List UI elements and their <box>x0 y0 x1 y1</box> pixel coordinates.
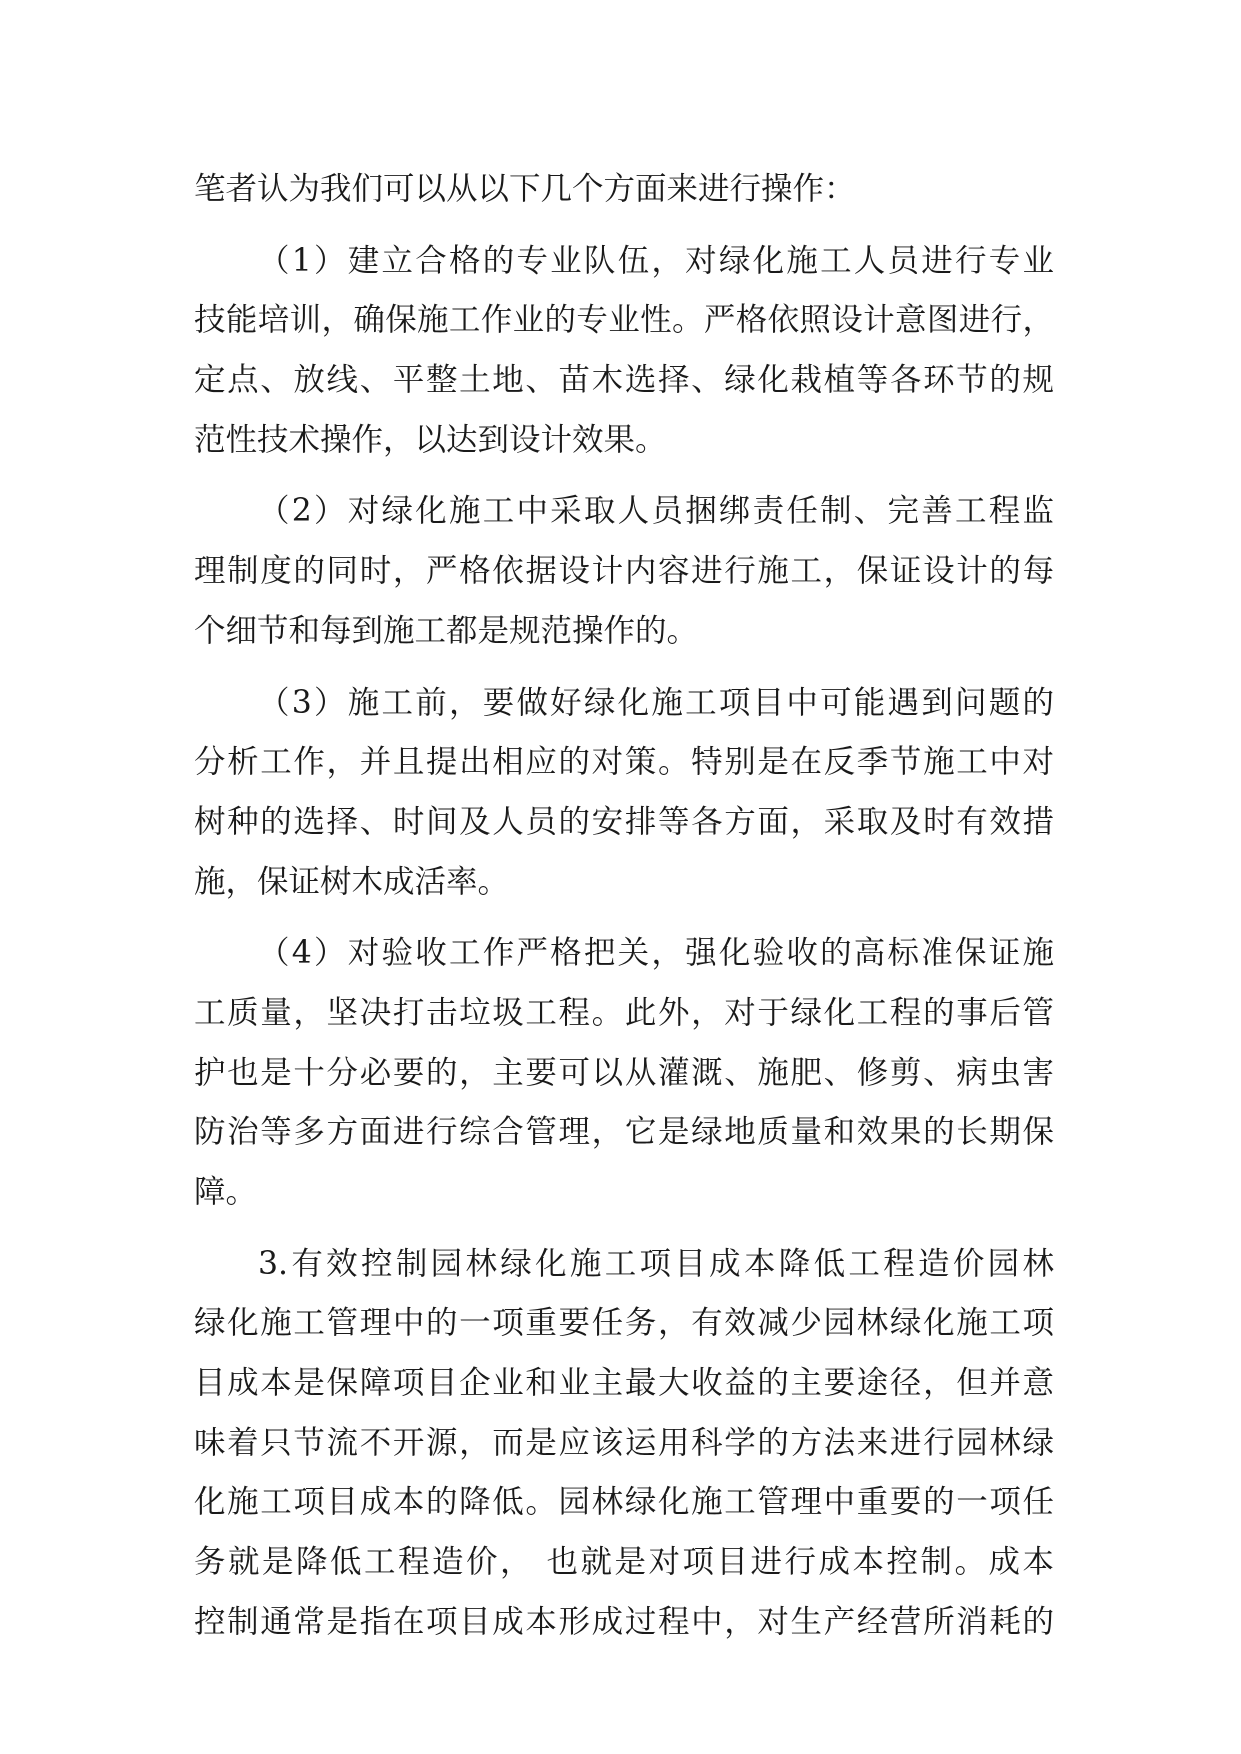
text-line: 个细节和每到施工都是规范操作的。 <box>194 612 699 649</box>
text-line: 笔者认为我们可以从以下几个方面来进行操作： <box>194 171 856 207</box>
paragraph <box>194 1235 1054 1653</box>
paragraph-gap <box>194 220 1054 232</box>
text-line: 3.有效控制园林绿化施工项目成本降低工程造价园林 <box>258 1245 1054 1282</box>
text-line: 化施工项目成本的降低。园林绿化施工管理中重要的一项任 <box>194 1484 1054 1521</box>
paragraph <box>194 160 1054 220</box>
paragraph <box>194 482 1054 661</box>
text-line: （2）对绿化施工中采取人员捆绑责任制、完善工程监 <box>258 493 1054 530</box>
text-line: 工质量，坚决打击垃圾工程。此外，对于绿化工程的事后管 <box>194 994 1054 1031</box>
text-line: 护也是十分必要的，主要可以从灌溉、施肥、修剪、病虫害 <box>194 1054 1054 1091</box>
paragraph <box>194 924 1054 1222</box>
text-line: 施，保证树木成活率。 <box>194 863 510 900</box>
text-line: 分析工作，并且提出相应的对策。特别是在反季节施工中对 <box>194 744 1054 781</box>
paragraph-gap <box>194 470 1054 482</box>
text-line: （4）对验收工作严格把关，强化验收的高标准保证施 <box>258 935 1054 972</box>
paragraph-gap <box>194 662 1054 674</box>
paragraph <box>194 674 1054 913</box>
body-text <box>194 160 1054 1653</box>
text-line: 目成本是保障项目企业和业主最大收益的主要途径，但并意 <box>194 1365 1054 1402</box>
text-line: 定点、放线、平整土地、苗木选择、绿化栽植等各环节的规 <box>194 362 1054 399</box>
text-line: 树种的选择、时间及人员的安排等各方面，采取及时有效措 <box>194 803 1054 840</box>
text-line: 理制度的同时，严格依据设计内容进行施工，保证设计的每 <box>194 553 1054 590</box>
text-line: 务就是降低工程造价， 也就是对项目进行成本控制。成本 <box>194 1544 1054 1581</box>
text-line: 防治等多方面进行综合管理，它是绿地质量和效果的长期保 <box>194 1114 1054 1151</box>
paragraph <box>194 232 1054 471</box>
text-line: 绿化施工管理中的一项重要任务，有效减少园林绿化施工项 <box>194 1305 1054 1342</box>
paragraph-gap <box>194 912 1054 924</box>
text-line: 范性技术操作，以达到设计效果。 <box>194 421 667 458</box>
text-line: 味着只节流不开源，而是应该运用科学的方法来进行园林绿 <box>194 1424 1054 1461</box>
text-line: （1）建立合格的专业队伍，对绿化施工人员进行专业 <box>258 242 1054 279</box>
text-line: （3）施工前，要做好绿化施工项目中可能遇到问题的 <box>258 684 1054 721</box>
paragraph-gap <box>194 1223 1054 1235</box>
text-line: 障。 <box>194 1174 258 1210</box>
text-line: 控制通常是指在项目成本形成过程中，对生产经营所消耗的 <box>194 1603 1054 1640</box>
text-line: 技能培训，确保施工作业的专业性。严格依照设计意图进行， <box>194 302 1054 339</box>
